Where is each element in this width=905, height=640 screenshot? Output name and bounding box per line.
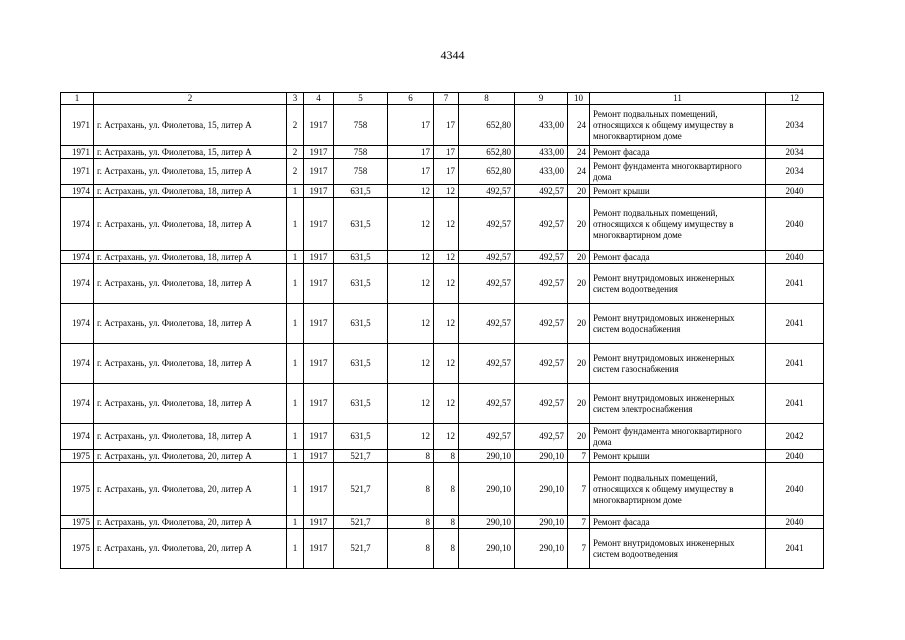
cell-total-area: 631,5 <box>334 198 388 251</box>
cell-residential-area: 492,57 <box>515 384 568 424</box>
cell-floors: 2 <box>287 105 304 146</box>
cell-residents: 12 <box>434 198 459 251</box>
column-header: 1 <box>61 93 94 105</box>
cell-residents: 12 <box>434 384 459 424</box>
cell-total-area: 631,5 <box>334 264 388 304</box>
cell-address: г. Астрахань, ул. Фиолетова, 18, литер А <box>94 185 287 198</box>
cell-work-type: Ремонт подвальных помещений, относящихся к общему имуществу в многоквартирном доме <box>590 463 766 516</box>
cell-residents: 17 <box>434 105 459 146</box>
cell-work-type: Ремонт внутридомовых инженерных систем газоснабжения <box>590 344 766 384</box>
cell-address: г. Астрахань, ул. Фиолетова, 20, литер А <box>94 463 287 516</box>
cell-apartments: 8 <box>388 516 434 529</box>
cell-year: 1917 <box>304 264 334 304</box>
table-row <box>61 424 824 450</box>
cell-id: 1974 <box>61 424 94 450</box>
cell-count: 20 <box>568 264 590 304</box>
table-body <box>61 93 824 569</box>
cell-residential-area: 290,10 <box>515 463 568 516</box>
cell-residential-area: 492,57 <box>515 185 568 198</box>
cell-year: 1917 <box>304 159 334 185</box>
cell-planned-year: 2040 <box>766 251 824 264</box>
registry-table <box>60 92 824 569</box>
cell-living-area: 492,57 <box>459 198 515 251</box>
cell-work-type: Ремонт крыши <box>590 450 766 463</box>
table-row <box>61 185 824 198</box>
table-row <box>61 251 824 264</box>
cell-floors: 2 <box>287 146 304 159</box>
cell-count: 7 <box>568 516 590 529</box>
cell-id: 1975 <box>61 463 94 516</box>
table-row <box>61 463 824 516</box>
cell-planned-year: 2041 <box>766 384 824 424</box>
cell-residential-area: 433,00 <box>515 146 568 159</box>
cell-id: 1975 <box>61 450 94 463</box>
cell-floors: 1 <box>287 424 304 450</box>
cell-address: г. Астрахань, ул. Фиолетова, 20, литер А <box>94 450 287 463</box>
column-header: 6 <box>388 93 434 105</box>
cell-year: 1917 <box>304 463 334 516</box>
cell-planned-year: 2042 <box>766 424 824 450</box>
cell-living-area: 290,10 <box>459 450 515 463</box>
cell-residential-area: 492,57 <box>515 424 568 450</box>
cell-floors: 1 <box>287 198 304 251</box>
table-row <box>61 198 824 251</box>
cell-total-area: 758 <box>334 105 388 146</box>
cell-year: 1917 <box>304 344 334 384</box>
column-header: 8 <box>459 93 515 105</box>
cell-floors: 2 <box>287 159 304 185</box>
cell-residential-area: 492,57 <box>515 264 568 304</box>
cell-planned-year: 2040 <box>766 450 824 463</box>
column-header: 10 <box>568 93 590 105</box>
cell-count: 24 <box>568 159 590 185</box>
column-header: 3 <box>287 93 304 105</box>
table-row <box>61 105 824 146</box>
cell-year: 1917 <box>304 251 334 264</box>
cell-planned-year: 2041 <box>766 304 824 344</box>
cell-floors: 1 <box>287 251 304 264</box>
cell-address: г. Астрахань, ул. Фиолетова, 20, литер А <box>94 529 287 569</box>
cell-residents: 12 <box>434 185 459 198</box>
cell-id: 1971 <box>61 159 94 185</box>
cell-work-type: Ремонт фасада <box>590 251 766 264</box>
cell-total-area: 521,7 <box>334 463 388 516</box>
cell-residents: 8 <box>434 516 459 529</box>
table-row <box>61 264 824 304</box>
cell-address: г. Астрахань, ул. Фиолетова, 18, литер А <box>94 251 287 264</box>
table-row <box>61 159 824 185</box>
cell-id: 1971 <box>61 105 94 146</box>
cell-living-area: 652,80 <box>459 159 515 185</box>
table-row <box>61 304 824 344</box>
cell-work-type: Ремонт фасада <box>590 146 766 159</box>
column-number-row <box>61 93 824 105</box>
cell-count: 20 <box>568 198 590 251</box>
cell-work-type: Ремонт подвальных помещений, относящихся к общему имуществу в многоквартирном доме <box>590 105 766 146</box>
cell-count: 20 <box>568 304 590 344</box>
cell-address: г. Астрахань, ул. Фиолетова, 15, литер А <box>94 159 287 185</box>
column-header: 2 <box>94 93 287 105</box>
cell-apartments: 17 <box>388 146 434 159</box>
cell-id: 1975 <box>61 516 94 529</box>
cell-count: 7 <box>568 450 590 463</box>
cell-residential-area: 290,10 <box>515 516 568 529</box>
cell-count: 7 <box>568 463 590 516</box>
cell-living-area: 652,80 <box>459 146 515 159</box>
cell-residential-area: 492,57 <box>515 304 568 344</box>
column-header: 5 <box>334 93 388 105</box>
cell-living-area: 492,57 <box>459 251 515 264</box>
cell-residential-area: 290,10 <box>515 529 568 569</box>
cell-residents: 17 <box>434 159 459 185</box>
cell-residents: 12 <box>434 344 459 384</box>
column-header: 11 <box>590 93 766 105</box>
table-row <box>61 529 824 569</box>
cell-id: 1974 <box>61 251 94 264</box>
cell-year: 1917 <box>304 146 334 159</box>
cell-address: г. Астрахань, ул. Фиолетова, 18, литер А <box>94 424 287 450</box>
cell-residents: 12 <box>434 264 459 304</box>
cell-apartments: 12 <box>388 251 434 264</box>
cell-address: г. Астрахань, ул. Фиолетова, 20, литер А <box>94 516 287 529</box>
cell-living-area: 492,57 <box>459 264 515 304</box>
cell-address: г. Астрахань, ул. Фиолетова, 15, литер А <box>94 146 287 159</box>
cell-id: 1974 <box>61 384 94 424</box>
cell-id: 1974 <box>61 198 94 251</box>
cell-id: 1971 <box>61 146 94 159</box>
cell-residents: 12 <box>434 304 459 344</box>
cell-residential-area: 433,00 <box>515 159 568 185</box>
cell-total-area: 631,5 <box>334 304 388 344</box>
cell-living-area: 492,57 <box>459 304 515 344</box>
cell-residential-area: 492,57 <box>515 344 568 384</box>
cell-id: 1974 <box>61 304 94 344</box>
table-row <box>61 450 824 463</box>
cell-apartments: 17 <box>388 105 434 146</box>
column-header: 12 <box>766 93 824 105</box>
cell-id: 1974 <box>61 264 94 304</box>
table-row <box>61 384 824 424</box>
cell-floors: 1 <box>287 463 304 516</box>
cell-floors: 1 <box>287 344 304 384</box>
cell-apartments: 12 <box>388 304 434 344</box>
cell-floors: 1 <box>287 450 304 463</box>
cell-year: 1917 <box>304 198 334 251</box>
cell-total-area: 758 <box>334 146 388 159</box>
cell-work-type: Ремонт внутридомовых инженерных систем водоснабжения <box>590 304 766 344</box>
cell-apartments: 12 <box>388 384 434 424</box>
cell-year: 1917 <box>304 450 334 463</box>
column-header: 7 <box>434 93 459 105</box>
cell-count: 24 <box>568 146 590 159</box>
cell-total-area: 631,5 <box>334 251 388 264</box>
cell-residential-area: 290,10 <box>515 450 568 463</box>
cell-total-area: 521,7 <box>334 450 388 463</box>
cell-total-area: 521,7 <box>334 529 388 569</box>
cell-floors: 1 <box>287 304 304 344</box>
cell-planned-year: 2041 <box>766 264 824 304</box>
column-header: 9 <box>515 93 568 105</box>
cell-apartments: 12 <box>388 264 434 304</box>
cell-address: г. Астрахань, ул. Фиолетова, 18, литер А <box>94 344 287 384</box>
cell-year: 1917 <box>304 516 334 529</box>
table-row <box>61 344 824 384</box>
cell-residential-area: 433,00 <box>515 105 568 146</box>
cell-year: 1917 <box>304 384 334 424</box>
cell-work-type: Ремонт внутридомовых инженерных систем электроснабжения <box>590 384 766 424</box>
cell-year: 1917 <box>304 529 334 569</box>
cell-total-area: 521,7 <box>334 516 388 529</box>
cell-residents: 17 <box>434 146 459 159</box>
cell-address: г. Астрахань, ул. Фиолетова, 15, литер А <box>94 105 287 146</box>
cell-year: 1917 <box>304 105 334 146</box>
cell-work-type: Ремонт внутридомовых инженерных систем водоотведения <box>590 529 766 569</box>
cell-floors: 1 <box>287 185 304 198</box>
cell-living-area: 652,80 <box>459 105 515 146</box>
cell-living-area: 492,57 <box>459 424 515 450</box>
cell-work-type: Ремонт подвальных помещений, относящихся к общему имуществу в многоквартирном доме <box>590 198 766 251</box>
cell-floors: 1 <box>287 264 304 304</box>
cell-apartments: 8 <box>388 450 434 463</box>
page-number: 4344 <box>440 48 465 62</box>
cell-planned-year: 2040 <box>766 516 824 529</box>
cell-address: г. Астрахань, ул. Фиолетова, 18, литер А <box>94 198 287 251</box>
cell-count: 20 <box>568 185 590 198</box>
cell-apartments: 8 <box>388 529 434 569</box>
cell-total-area: 631,5 <box>334 185 388 198</box>
cell-planned-year: 2041 <box>766 529 824 569</box>
cell-address: г. Астрахань, ул. Фиолетова, 18, литер А <box>94 384 287 424</box>
cell-planned-year: 2041 <box>766 344 824 384</box>
cell-address: г. Астрахань, ул. Фиолетова, 18, литер А <box>94 304 287 344</box>
cell-total-area: 631,5 <box>334 424 388 450</box>
cell-apartments: 17 <box>388 159 434 185</box>
column-header: 4 <box>304 93 334 105</box>
cell-residents: 8 <box>434 463 459 516</box>
cell-count: 24 <box>568 105 590 146</box>
cell-planned-year: 2040 <box>766 185 824 198</box>
cell-total-area: 758 <box>334 159 388 185</box>
cell-residential-area: 492,57 <box>515 251 568 264</box>
cell-apartments: 12 <box>388 185 434 198</box>
cell-planned-year: 2034 <box>766 146 824 159</box>
cell-count: 7 <box>568 529 590 569</box>
cell-work-type: Ремонт фундамента многоквартирного дома <box>590 424 766 450</box>
cell-residential-area: 492,57 <box>515 198 568 251</box>
cell-apartments: 8 <box>388 463 434 516</box>
cell-year: 1917 <box>304 424 334 450</box>
cell-work-type: Ремонт фундамента многоквартирного дома <box>590 159 766 185</box>
cell-living-area: 290,10 <box>459 529 515 569</box>
cell-floors: 1 <box>287 384 304 424</box>
cell-floors: 1 <box>287 529 304 569</box>
cell-total-area: 631,5 <box>334 344 388 384</box>
cell-planned-year: 2034 <box>766 105 824 146</box>
cell-count: 20 <box>568 251 590 264</box>
cell-apartments: 12 <box>388 344 434 384</box>
cell-work-type: Ремонт фасада <box>590 516 766 529</box>
cell-planned-year: 2034 <box>766 159 824 185</box>
cell-total-area: 631,5 <box>334 384 388 424</box>
cell-apartments: 12 <box>388 424 434 450</box>
cell-count: 20 <box>568 384 590 424</box>
cell-living-area: 492,57 <box>459 384 515 424</box>
cell-count: 20 <box>568 344 590 384</box>
cell-planned-year: 2040 <box>766 198 824 251</box>
cell-floors: 1 <box>287 516 304 529</box>
cell-id: 1975 <box>61 529 94 569</box>
cell-residents: 12 <box>434 251 459 264</box>
cell-living-area: 492,57 <box>459 185 515 198</box>
cell-living-area: 290,10 <box>459 463 515 516</box>
cell-year: 1917 <box>304 304 334 344</box>
cell-address: г. Астрахань, ул. Фиолетова, 18, литер А <box>94 264 287 304</box>
cell-work-type: Ремонт крыши <box>590 185 766 198</box>
cell-living-area: 492,57 <box>459 344 515 384</box>
cell-residents: 12 <box>434 424 459 450</box>
cell-apartments: 12 <box>388 198 434 251</box>
table-row <box>61 146 824 159</box>
cell-residents: 8 <box>434 529 459 569</box>
cell-id: 1974 <box>61 185 94 198</box>
cell-year: 1917 <box>304 185 334 198</box>
cell-living-area: 290,10 <box>459 516 515 529</box>
cell-work-type: Ремонт внутридомовых инженерных систем водоотведения <box>590 264 766 304</box>
cell-residents: 8 <box>434 450 459 463</box>
table-row <box>61 516 824 529</box>
cell-id: 1974 <box>61 344 94 384</box>
cell-planned-year: 2040 <box>766 463 824 516</box>
cell-count: 20 <box>568 424 590 450</box>
